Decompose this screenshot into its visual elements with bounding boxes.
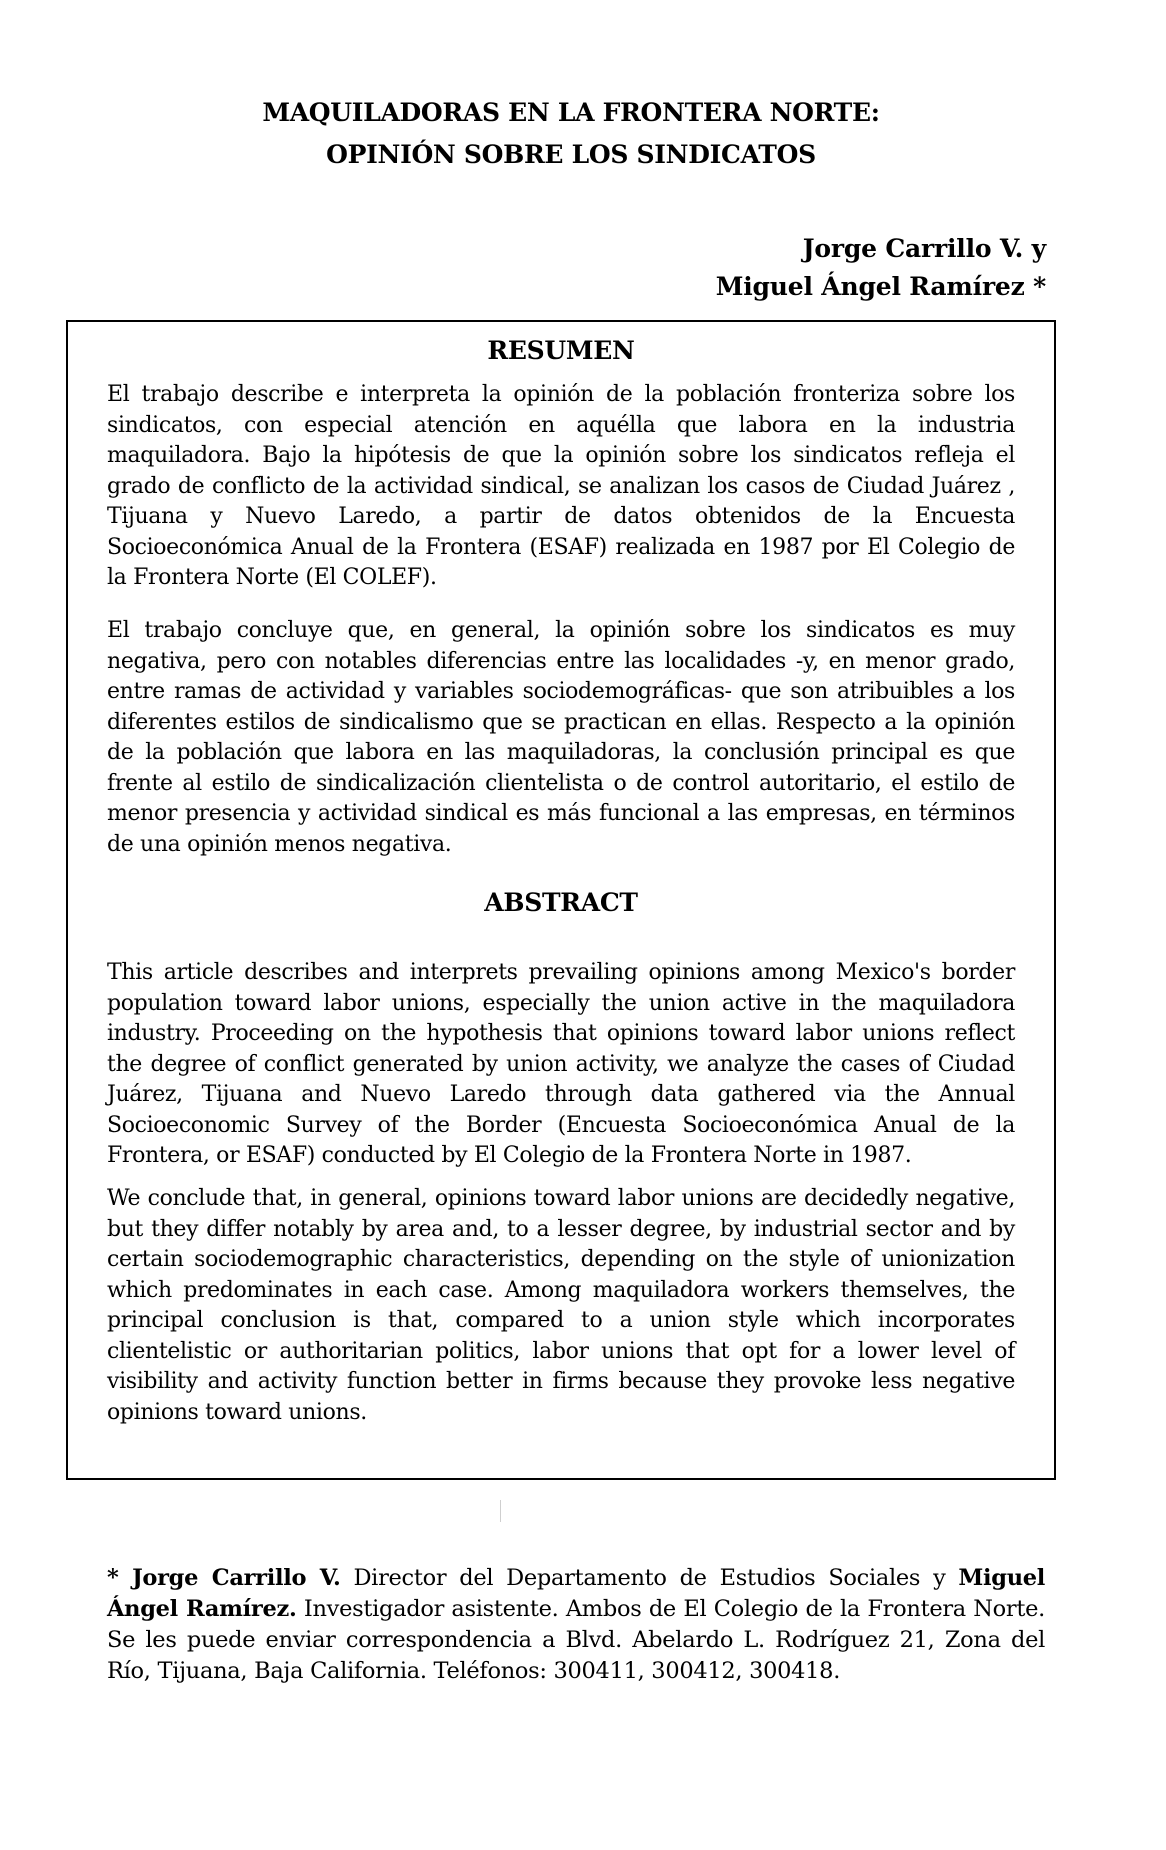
title-line-1: MAQUILADORAS EN LA FRONTERA NORTE: [262,98,880,127]
resumen-heading: RESUMEN [487,336,635,365]
authors-block [716,230,1046,306]
footnote-marker: * [107,1565,133,1591]
resumen-paragraph-2: El trabajo concluye que, en general, la opinión sobre los sindicatos es muy negativa, pero con notables diferencias entre las localidades -y, en menor grado, entre ramas de actividad y variables sociodemográficas- que son atribuibles a los diferentes estilos de sindicalismo que se practican en ellas. Respecto a la opinión de la población que labora en las maquiladoras, la conclusión principal es que frente al estilo de sindicalización clientelista o de control autoritario, el estilo de menor presencia y actividad sindical es más funcional a las empresas, en términos de una opinión menos negativa. [107,618,1015,857]
article-title [0,92,1142,176]
author-line-1: Jorge Carrillo V. y [802,234,1046,263]
footnote-author-1: Jorge Carrillo V. [132,1565,341,1591]
author-line-2: Miguel Ángel Ramírez * [715,272,1046,301]
footnote-author-2: Miguel Ángel Ramírez. [107,1565,1046,1622]
footnote-text-2: Investigador asistente. Ambos de El Colegio de la Frontera Norte. Se les puede enviar correspondencia a Blvd. Abelardo L. Rodríguez 21, Zona del Río, Tijuana, Baja California. Teléfonos: 300411, 300412, 300418. [107,1596,1045,1684]
resumen-paragraph-1: El trabajo describe e interpreta la opinión de la población fronteriza sobre los sindicatos, con especial atención en aquélla que labora en la industria maquiladora. Bajo la hipótesis de que la opinión sobre los sindicatos refleja el grado de conflicto de la actividad sindical, se analizan los casos de Ciudad Juárez , Tijuana y Nuevo Laredo, a partir de datos obtenidos de la Encuesta Socioeconómica Anual de la Frontera (ESAF) realizada en 1987 por El Colegio de la Frontera Norte (El COLEF). [107,382,1015,590]
abstract-box [66,320,1056,1480]
title-line-2: OPINIÓN SOBRE LOS SINDICATOS [326,140,816,169]
scan-mark [500,1500,501,1522]
abstract-paragraph-2: We conclude that, in general, opinions toward labor unions are decidedly negative, but they differ notably by area and, to a lesser degree, by industrial sector and by certain sociodemographic characteristics, depending on the style of unionization which predominates in each case. Among maquiladora workers themselves, the principal conclusion is that, compared to a union style which incorporates clientelistic or authoritarian politics, labor unions that opt for a lower level of visibility and activity function better in firms because they provoke less negative opinions toward unions. [107,1186,1015,1425]
abstract-heading: ABSTRACT [484,888,638,917]
author-footnote [107,1563,1045,1687]
footnote-text-1: Director del Departamento de Estudios Sociales y [340,1565,959,1591]
abstract-paragraph-1: This article describes and interprets prevailing opinions among Mexico's border population toward labor unions, especially the union active in the maquiladora industry. Proceeding on the hypothesis that opinions toward labor unions reflect the degree of conflict generated by union activity, we analyze the cases of Ciudad Juárez, Tijuana and Nuevo Laredo through data gathered via the Annual Socioeconomic Survey of the Border (Encuesta Socioeconómica Anual de la Frontera, or ESAF) conducted by El Colegio de la Frontera Norte in 1987. [107,960,1015,1168]
